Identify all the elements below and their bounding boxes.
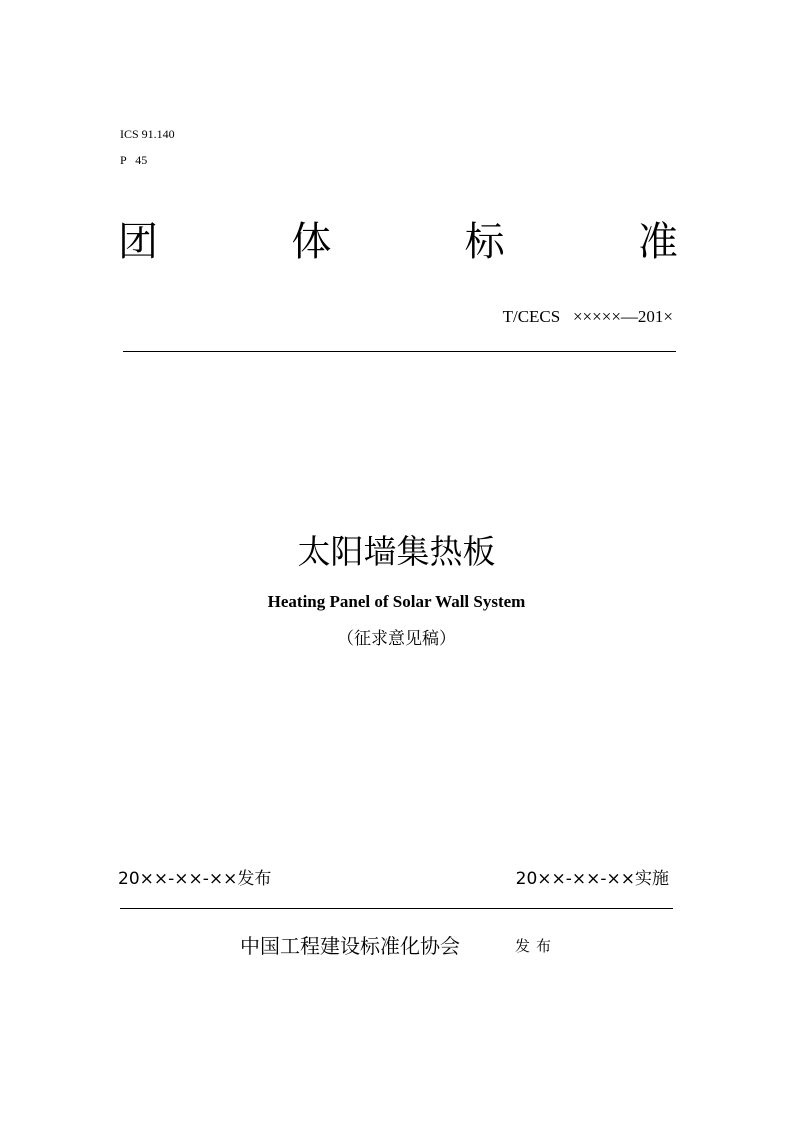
draft-note: （征求意见稿） — [337, 629, 456, 649]
document-title-english: Heating Panel of Solar Wall System — [267, 592, 526, 611]
standard-number: T/CECS ×××××—201× — [502, 307, 673, 326]
standard-type-char: 标 — [464, 219, 505, 265]
standard-type-char: 团 — [118, 219, 158, 265]
classification-code: P 45 — [120, 153, 148, 167]
issue-date: 20××-××-××发布 — [118, 869, 272, 889]
bottom-divider — [120, 908, 673, 909]
publish-label: 发布 — [515, 937, 558, 955]
publisher-name: 中国工程建设标准化协会 — [240, 934, 460, 958]
ics-code: ICS 91.140 — [120, 127, 175, 141]
implementation-date: 20××-××-××实施 — [515, 869, 669, 889]
document-title-chinese: 太阳墙集热板 — [297, 532, 496, 571]
standard-type-char: 准 — [637, 219, 678, 265]
top-divider — [123, 351, 676, 352]
standard-type-heading — [118, 218, 678, 266]
standard-type-char: 体 — [291, 219, 332, 265]
